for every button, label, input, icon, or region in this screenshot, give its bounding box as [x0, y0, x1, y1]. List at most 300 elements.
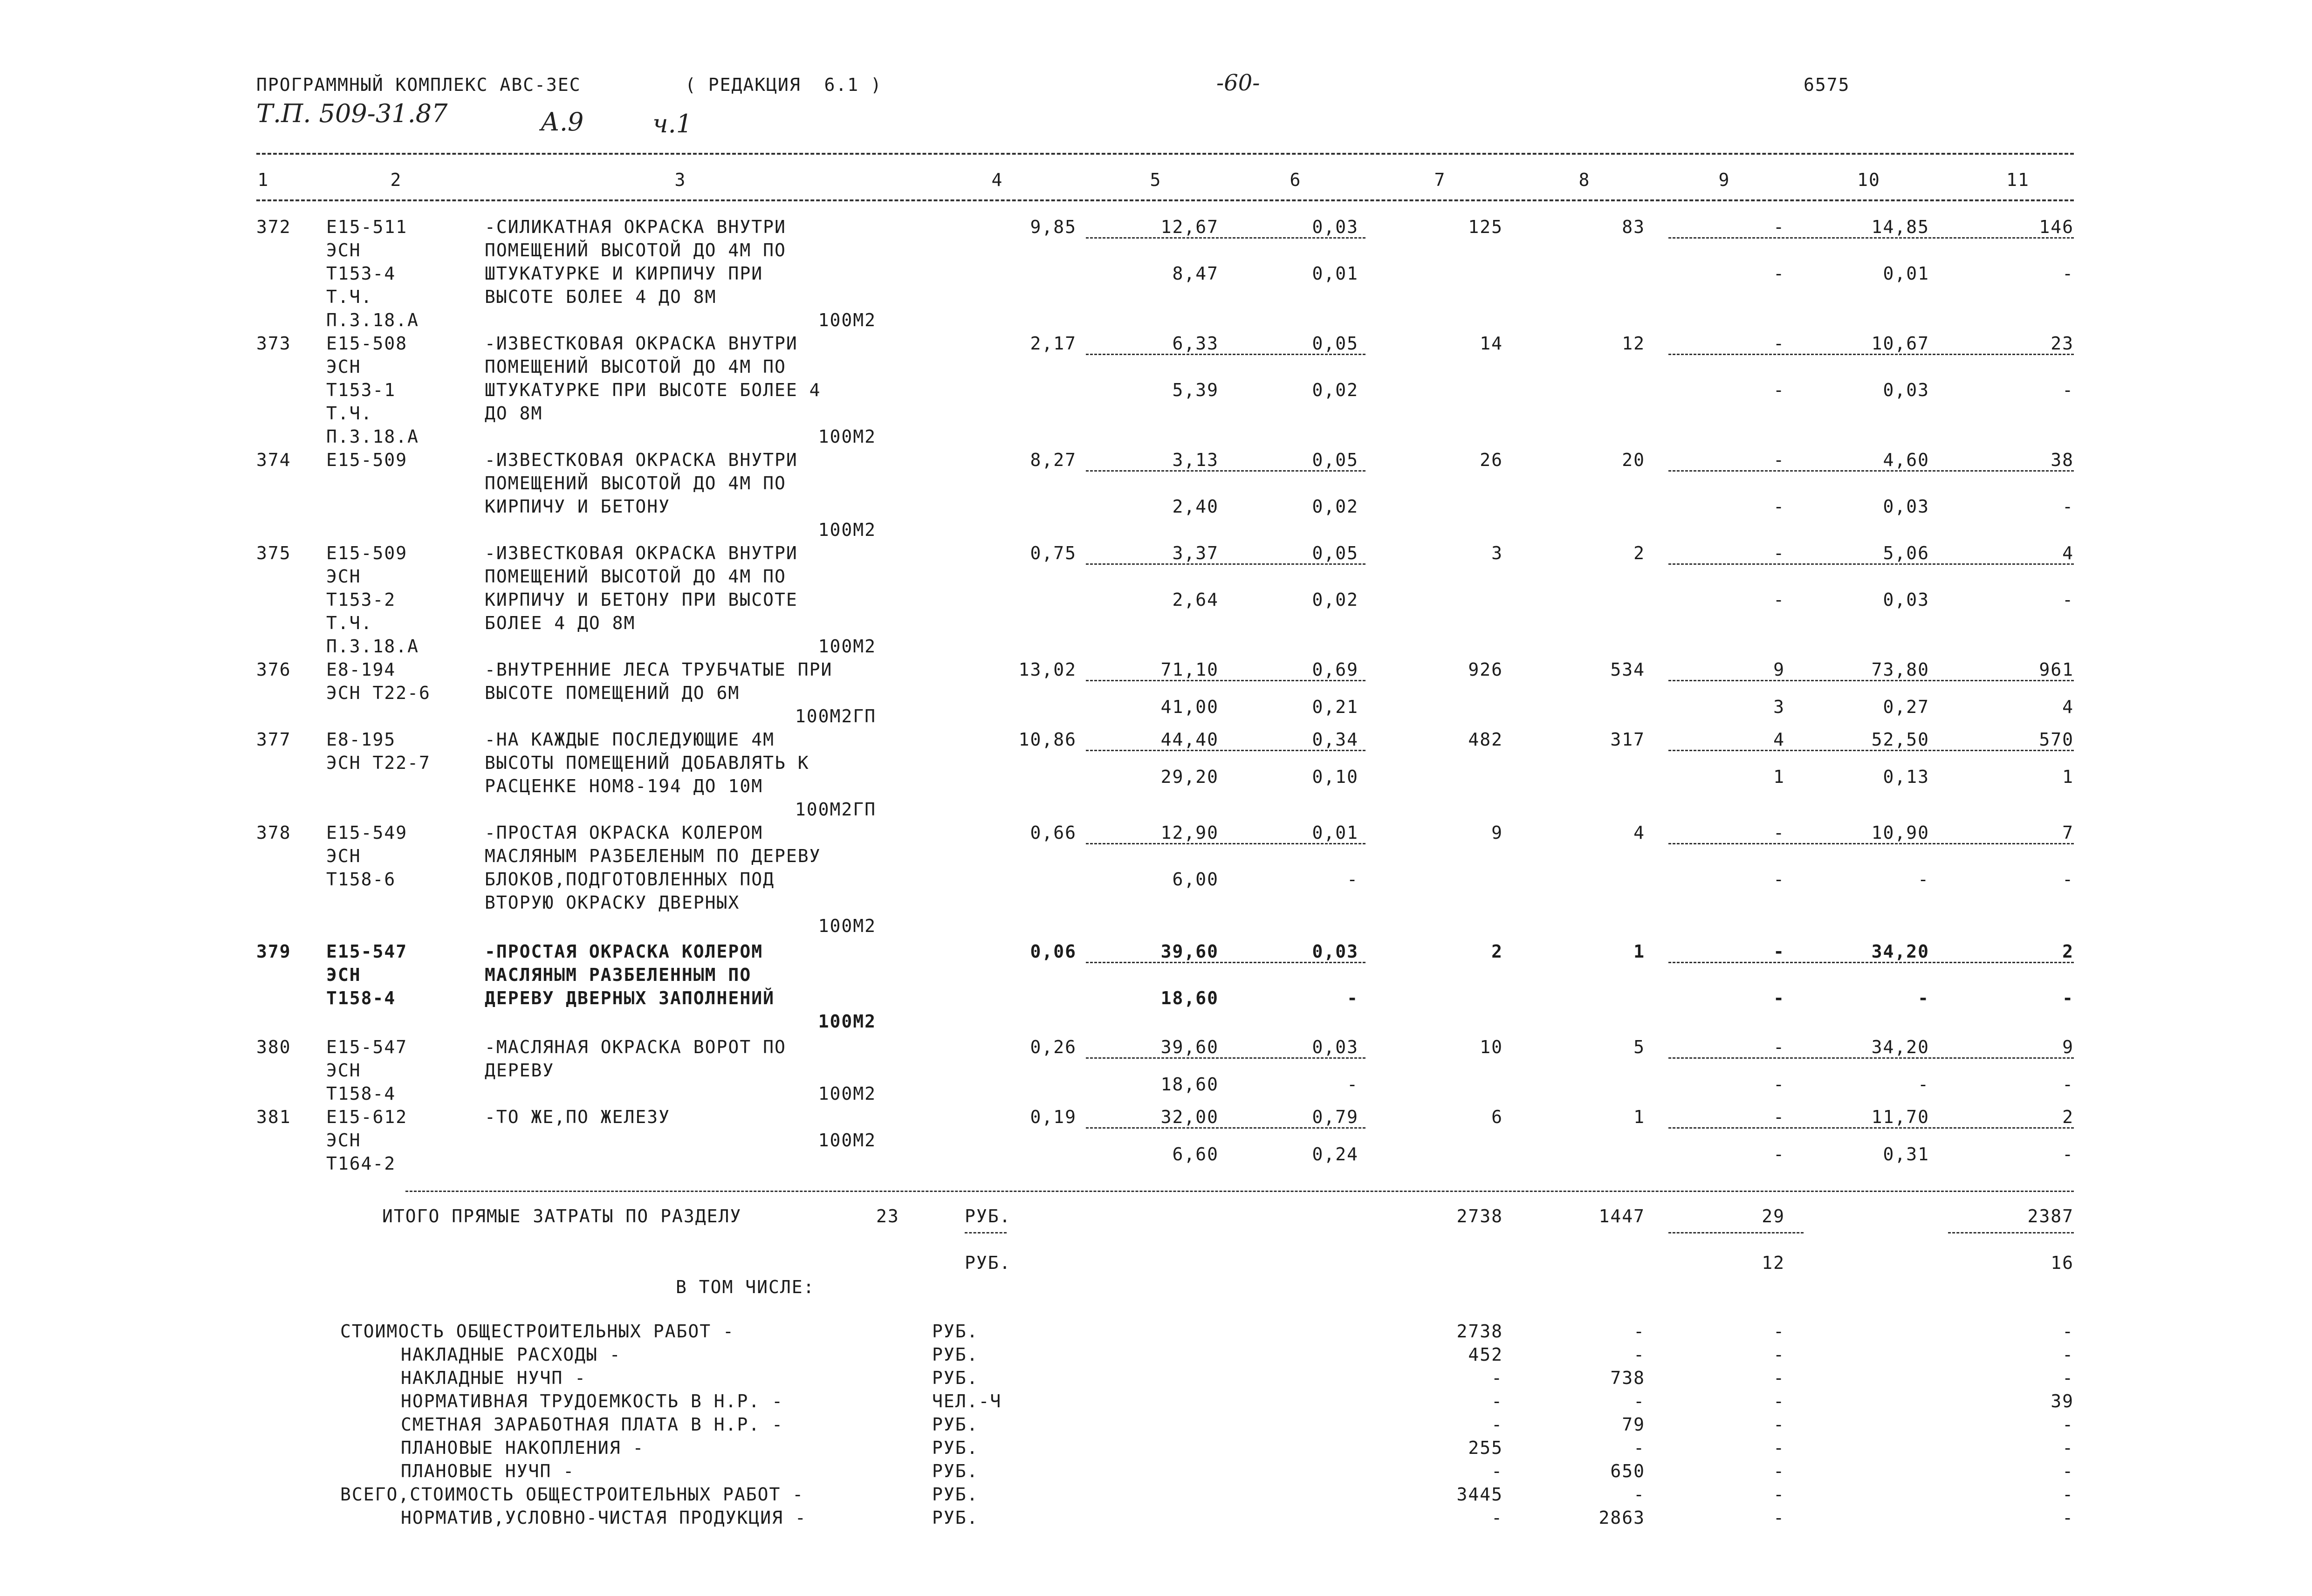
row-value-c8: 534	[1610, 659, 1645, 680]
row-description: -ИЗВЕСТКОВАЯ ОКРАСКА ВНУТРИ	[485, 543, 798, 563]
row-subrule	[1668, 354, 2074, 355]
column-header-10: 10	[1857, 170, 1880, 190]
summary-label: СТОИМОСТЬ ОБЩЕСТРОИТЕЛЬНЫХ РАБОТ -	[340, 1321, 734, 1342]
row-value-c10: 5,06	[1883, 543, 1929, 563]
row-value-c10b: 0,03	[1883, 589, 1929, 610]
row-unit: 100М2	[818, 1083, 876, 1104]
total-c9b: 12	[1762, 1253, 1785, 1273]
row-description: БОЛЕЕ 4 ДО 8М	[485, 613, 636, 633]
row-subrule	[1668, 843, 2074, 844]
summary-c8: 650	[1610, 1461, 1645, 1481]
summary-c7: -	[1491, 1507, 1503, 1528]
row-value-c10: 52,50	[1871, 729, 1929, 750]
row-description: -ТО ЖЕ,ПО ЖЕЛЕЗУ	[485, 1107, 671, 1127]
row-value-c5b: 8,47	[1172, 263, 1219, 284]
row-value-c10: 34,20	[1871, 941, 1929, 962]
row-value-c9: -	[1773, 941, 1785, 962]
summary-c7: -	[1491, 1391, 1503, 1411]
row-unit: 100М2	[818, 916, 876, 936]
summary-c9: -	[1773, 1368, 1785, 1388]
summary-c9: -	[1773, 1438, 1785, 1458]
row-code: ЭСН	[326, 1060, 361, 1081]
row-value-c5: 3,37	[1172, 543, 1219, 563]
summary-unit: РУБ.	[932, 1461, 979, 1481]
row-value-c11: 570	[2039, 729, 2074, 750]
summary-c8: -	[1633, 1321, 1645, 1342]
row-unit: 100М2ГП	[795, 799, 876, 820]
row-value-c10b: 0,13	[1883, 767, 1929, 787]
row-code: П.3.18.А	[326, 310, 419, 330]
row-code: Е15-511	[326, 217, 408, 237]
row-code: ЭСН	[326, 240, 361, 260]
summary-c9: -	[1773, 1484, 1785, 1505]
row-value-c10: 14,85	[1871, 217, 1929, 237]
summary-c9: -	[1773, 1507, 1785, 1528]
row-code: Е15-549	[326, 822, 408, 843]
summary-unit: РУБ.	[932, 1438, 979, 1458]
row-number: 380	[256, 1037, 291, 1057]
row-value-c8: 20	[1622, 450, 1645, 470]
row-subrule	[1086, 1127, 1365, 1129]
row-value-c6b: 0,02	[1312, 496, 1358, 517]
row-subrule	[1668, 750, 2074, 751]
row-value-c11b: -	[2062, 1074, 2074, 1095]
row-value-c5: 39,60	[1160, 1037, 1219, 1057]
row-value-c8: 4	[1633, 822, 1645, 843]
row-value-c11: 146	[2039, 217, 2074, 237]
row-value-c9b: 3	[1773, 697, 1785, 717]
summary-c7: 2738	[1456, 1321, 1503, 1342]
row-value-c6b: -	[1347, 1074, 1358, 1095]
row-value-c11b: -	[2062, 988, 2074, 1008]
row-number: 372	[256, 217, 291, 237]
row-value-c11: 961	[2039, 659, 2074, 680]
column-header-2: 2	[390, 170, 402, 190]
row-value-c9b: -	[1773, 589, 1785, 610]
row-number: 381	[256, 1107, 291, 1127]
row-value-c9: 4	[1773, 729, 1785, 750]
row-value-c8: 12	[1622, 333, 1645, 354]
summary-c7: 3445	[1456, 1484, 1503, 1505]
row-value-c11b: 4	[2062, 697, 2074, 717]
row-value-c10: 10,90	[1871, 822, 1929, 843]
row-value-c5b: 29,20	[1160, 767, 1219, 787]
row-code: П.3.18.А	[326, 636, 419, 657]
row-description: -ВНУТРЕННИЕ ЛЕСА ТРУБЧАТЫЕ ПРИ	[485, 659, 833, 680]
row-value-c9: -	[1773, 1037, 1785, 1057]
row-value-c8: 1	[1633, 1107, 1645, 1127]
row-subrule	[1668, 563, 2074, 565]
row-value-c8: 2	[1633, 543, 1645, 563]
summary-c7: -	[1491, 1414, 1503, 1435]
row-value-c10: 11,70	[1871, 1107, 1929, 1127]
row-value-c9b: -	[1773, 263, 1785, 284]
row-value-c7: 125	[1468, 217, 1503, 237]
summary-c8: -	[1633, 1344, 1645, 1365]
row-code: Е15-509	[326, 450, 408, 470]
row-value-c6: 0,05	[1312, 450, 1358, 470]
row-description: ДЕРЕВУ ДВЕРНЫХ ЗАПОЛНЕНИЙ	[485, 988, 775, 1008]
row-value-c11: 9	[2062, 1037, 2074, 1057]
row-value-c4: 0,66	[1030, 822, 1077, 843]
row-value-c6: 0,03	[1312, 941, 1358, 962]
row-value-c11: 7	[2062, 822, 2074, 843]
row-value-c10: 4,60	[1883, 450, 1929, 470]
summary-c11: -	[2062, 1461, 2074, 1481]
row-value-c5: 39,60	[1160, 941, 1219, 962]
row-value-c6b: 0,01	[1312, 263, 1358, 284]
row-value-c4: 0,06	[1030, 941, 1077, 962]
summary-c7: -	[1491, 1461, 1503, 1481]
row-value-c4: 8,27	[1030, 450, 1077, 470]
column-header-7: 7	[1434, 170, 1446, 190]
row-code: Т.Ч.	[326, 613, 373, 633]
row-value-c7: 3	[1491, 543, 1503, 563]
sheet-number: 6575	[1804, 75, 1850, 95]
row-value-c11: 4	[2062, 543, 2074, 563]
summary-label: НОРМАТИВНАЯ ТРУДОЕМКОСТЬ В Н.Р. -	[401, 1391, 783, 1411]
row-value-c6b: 0,02	[1312, 589, 1358, 610]
row-value-c6: 0,69	[1312, 659, 1358, 680]
summary-c11: -	[2062, 1414, 2074, 1435]
row-value-c11: 38	[2051, 450, 2074, 470]
row-value-c9: -	[1773, 1107, 1785, 1127]
summary-c11: -	[2062, 1484, 2074, 1505]
row-unit: 100М2	[818, 426, 876, 447]
row-unit: 100М2	[818, 520, 876, 540]
total-c8: 1447	[1599, 1206, 1645, 1226]
row-subrule	[1668, 1057, 2074, 1059]
header-top-rule	[256, 153, 2074, 155]
row-description: ШТУКАТУРКЕ И КИРПИЧУ ПРИ	[485, 263, 763, 284]
summary-c9: -	[1773, 1461, 1785, 1481]
row-code: Т158-6	[326, 869, 396, 890]
summary-c11: -	[2062, 1321, 2074, 1342]
row-number: 375	[256, 543, 291, 563]
row-value-c9: -	[1773, 543, 1785, 563]
summary-label: СМЕТНАЯ ЗАРАБОТНАЯ ПЛАТА В Н.Р. -	[401, 1414, 783, 1435]
row-value-c7: 6	[1491, 1107, 1503, 1127]
total-unit-2: РУБ.	[965, 1253, 1011, 1273]
total-label: ИТОГО ПРЯМЫЕ ЗАТРАТЫ ПО РАЗДЕЛУ	[382, 1206, 742, 1226]
row-value-c7: 482	[1468, 729, 1503, 750]
row-code: Т153-4	[326, 263, 396, 284]
summary-unit: ЧЕЛ.-Ч	[932, 1391, 1002, 1411]
header-bottom-rule	[256, 199, 2074, 201]
row-unit: 100М2	[818, 1130, 876, 1151]
column-header-11: 11	[2006, 170, 2030, 190]
row-value-c10b: 0,03	[1883, 380, 1929, 400]
summary-label: ВСЕГО,СТОИМОСТЬ ОБЩЕСТРОИТЕЛЬНЫХ РАБОТ -	[340, 1484, 804, 1505]
row-value-c9b: -	[1773, 1074, 1785, 1095]
row-value-c10: 10,67	[1871, 333, 1929, 354]
row-value-c5: 44,40	[1160, 729, 1219, 750]
row-value-c10: 73,80	[1871, 659, 1929, 680]
row-value-c4: 0,75	[1030, 543, 1077, 563]
row-value-c9b: -	[1773, 988, 1785, 1008]
summary-c8: 2863	[1599, 1507, 1645, 1528]
row-value-c10b: -	[1918, 869, 1929, 890]
row-value-c10b: -	[1918, 988, 1929, 1008]
summary-c9: -	[1773, 1391, 1785, 1411]
row-value-c6: 0,79	[1312, 1107, 1358, 1127]
handwritten-album: А.9	[541, 107, 584, 137]
summary-c9: -	[1773, 1414, 1785, 1435]
row-value-c7: 14	[1480, 333, 1503, 354]
row-value-c11b: 1	[2062, 767, 2074, 787]
row-value-c8: 1	[1633, 941, 1645, 962]
row-description: КИРПИЧУ И БЕТОНУ ПРИ ВЫСОТЕ	[485, 589, 798, 610]
row-code: Е15-547	[326, 1037, 408, 1057]
row-description: БЛОКОВ,ПОДГОТОВЛЕННЫХ ПОД	[485, 869, 775, 890]
row-unit: 100М2ГП	[795, 706, 876, 726]
row-value-c4: 13,02	[1018, 659, 1077, 680]
program-title: ПРОГРАММНЫЙ КОМПЛЕКС АВС-3ЕС	[256, 75, 581, 95]
row-value-c9b: -	[1773, 869, 1785, 890]
row-subrule	[1086, 470, 1365, 472]
row-subrule	[1086, 680, 1365, 681]
summary-c8: -	[1633, 1438, 1645, 1458]
row-unit: 100М2	[818, 636, 876, 657]
handwritten-tp: Т.П. 509-31.87	[256, 99, 448, 128]
row-code: Е15-547	[326, 941, 408, 962]
row-code: Т153-2	[326, 589, 396, 610]
total-c11: 2387	[2027, 1206, 2074, 1226]
row-value-c11b: -	[2062, 589, 2074, 610]
row-description: МАСЛЯНЫМ РАЗБЕЛЕННЫМ ПО	[485, 965, 752, 985]
row-subrule	[1086, 750, 1365, 751]
row-value-c9b: 1	[1773, 767, 1785, 787]
row-description: -ИЗВЕСТКОВАЯ ОКРАСКА ВНУТРИ	[485, 450, 798, 470]
total-unit: РУБ.	[965, 1206, 1011, 1226]
row-value-c5b: 18,60	[1160, 1074, 1219, 1095]
column-header-4: 4	[991, 170, 1003, 190]
column-header-3: 3	[674, 170, 686, 190]
summary-unit: РУБ.	[932, 1321, 979, 1342]
row-value-c6b: 0,21	[1312, 697, 1358, 717]
row-code: Т164-2	[326, 1153, 396, 1174]
total-subrule	[1948, 1232, 2074, 1233]
row-number: 379	[256, 941, 291, 962]
row-code: Т.Ч.	[326, 287, 373, 307]
row-value-c10b: 0,01	[1883, 263, 1929, 284]
row-value-c6b: 0,24	[1312, 1144, 1358, 1164]
row-subrule	[1086, 962, 1365, 963]
row-code: Е8-194	[326, 659, 396, 680]
summary-unit: РУБ.	[932, 1344, 979, 1365]
row-value-c7: 2	[1491, 941, 1503, 962]
row-subrule	[1086, 843, 1365, 844]
row-value-c6b: 0,10	[1312, 767, 1358, 787]
including-label: В ТОМ ЧИСЛЕ:	[676, 1277, 815, 1297]
row-value-c9b: -	[1773, 380, 1785, 400]
row-subrule	[1086, 1057, 1365, 1059]
column-header-1: 1	[257, 170, 269, 190]
row-description: -ПРОСТАЯ ОКРАСКА КОЛЕРОМ	[485, 822, 763, 843]
summary-label: НАКЛАДНЫЕ РАСХОДЫ -	[401, 1344, 621, 1365]
row-description: -МАСЛЯНАЯ ОКРАСКА ВОРОТ ПО	[485, 1037, 786, 1057]
row-value-c5b: 41,00	[1160, 697, 1219, 717]
row-value-c9: 9	[1773, 659, 1785, 680]
row-description: ВТОРУЮ ОКРАСКУ ДВЕРНЫХ	[485, 892, 740, 913]
row-number: 374	[256, 450, 291, 470]
row-value-c9: -	[1773, 450, 1785, 470]
summary-unit: РУБ.	[932, 1507, 979, 1528]
row-value-c5: 6,33	[1172, 333, 1219, 354]
edition-label: ( РЕДАКЦИЯ 6.1 )	[685, 75, 882, 95]
row-value-c6: 0,03	[1312, 1037, 1358, 1057]
column-header-6: 6	[1290, 170, 1302, 190]
table-bottom-rule	[405, 1191, 2074, 1192]
row-subrule	[1668, 470, 2074, 472]
row-description: -ИЗВЕСТКОВАЯ ОКРАСКА ВНУТРИ	[485, 333, 798, 354]
row-value-c5b: 2,40	[1172, 496, 1219, 517]
row-value-c4: 0,26	[1030, 1037, 1077, 1057]
row-value-c11b: -	[2062, 496, 2074, 517]
summary-label: ПЛАНОВЫЕ НУЧП -	[401, 1461, 575, 1481]
row-description: РАСЦЕНКЕ НОМ8-194 ДО 10М	[485, 776, 763, 796]
row-description: -СИЛИКАТНАЯ ОКРАСКА ВНУТРИ	[485, 217, 786, 237]
summary-unit: РУБ.	[932, 1368, 979, 1388]
row-description: ПОМЕЩЕНИЙ ВЫСОТОЙ ДО 4М ПО	[485, 356, 786, 377]
row-unit: 100М2	[818, 310, 876, 330]
summary-c8: -	[1633, 1391, 1645, 1411]
row-code: ЭСН Т22-7	[326, 753, 431, 773]
row-value-c4: 2,17	[1030, 333, 1077, 354]
row-description: ВЫСОТЫ ПОМЕЩЕНИЙ ДОБАВЛЯТЬ К	[485, 753, 810, 773]
row-value-c5: 3,13	[1172, 450, 1219, 470]
row-value-c10b: -	[1918, 1074, 1929, 1095]
row-code: Е15-612	[326, 1107, 408, 1127]
row-code: Е15-509	[326, 543, 408, 563]
row-value-c8: 5	[1633, 1037, 1645, 1057]
row-value-c5b: 6,60	[1172, 1144, 1219, 1164]
summary-label: НАКЛАДНЫЕ НУЧП -	[401, 1368, 587, 1388]
row-description: ВЫСОТЕ ПОМЕЩЕНИЙ ДО 6М	[485, 683, 740, 703]
row-value-c9: -	[1773, 822, 1785, 843]
row-value-c5: 12,67	[1160, 217, 1219, 237]
row-description: ВЫСОТЕ БОЛЕЕ 4 ДО 8М	[485, 287, 717, 307]
row-subrule	[1668, 680, 2074, 681]
summary-label: ПЛАНОВЫЕ НАКОПЛЕНИЯ -	[401, 1438, 645, 1458]
total-c7: 2738	[1456, 1206, 1503, 1226]
row-value-c5b: 6,00	[1172, 869, 1219, 890]
summary-c8: 79	[1622, 1414, 1645, 1435]
column-header-8: 8	[1578, 170, 1591, 190]
page-number: -60-	[1216, 70, 1260, 96]
row-value-c5: 32,00	[1160, 1107, 1219, 1127]
row-description: КИРПИЧУ И БЕТОНУ	[485, 496, 671, 517]
row-value-c6b: -	[1347, 988, 1358, 1008]
row-value-c8: 317	[1610, 729, 1645, 750]
row-code: Т.Ч.	[326, 403, 373, 424]
row-subrule	[1668, 1127, 2074, 1129]
row-code: П.3.18.А	[326, 426, 419, 447]
summary-c9: -	[1773, 1321, 1785, 1342]
row-value-c9: -	[1773, 217, 1785, 237]
row-code: ЭСН	[326, 566, 361, 587]
row-number: 373	[256, 333, 291, 354]
summary-c7: 255	[1468, 1438, 1503, 1458]
summary-unit: РУБ.	[932, 1414, 979, 1435]
row-value-c7: 26	[1480, 450, 1503, 470]
row-value-c11: 2	[2062, 1107, 2074, 1127]
total-c9: 29	[1762, 1206, 1785, 1226]
summary-c9: -	[1773, 1344, 1785, 1365]
summary-c7: -	[1491, 1368, 1503, 1388]
column-header-9: 9	[1718, 170, 1730, 190]
summary-unit: РУБ.	[932, 1484, 979, 1505]
row-value-c9b: -	[1773, 1144, 1785, 1164]
row-number: 377	[256, 729, 291, 750]
summary-c11: -	[2062, 1344, 2074, 1365]
summary-c11: -	[2062, 1368, 2074, 1388]
row-number: 376	[256, 659, 291, 680]
row-unit: 100М2	[818, 1011, 876, 1032]
row-description: ДЕРЕВУ	[485, 1060, 555, 1081]
row-code: ЭСН	[326, 965, 361, 985]
row-description: ПОМЕЩЕНИЙ ВЫСОТОЙ ДО 4М ПО	[485, 240, 786, 260]
summary-c11: 39	[2051, 1391, 2074, 1411]
row-value-c10b: 0,31	[1883, 1144, 1929, 1164]
row-description: ПОМЕЩЕНИЙ ВЫСОТОЙ ДО 4М ПО	[485, 473, 786, 493]
total-section: 23	[876, 1206, 899, 1226]
row-subrule	[1668, 237, 2074, 239]
row-code: ЭСН	[326, 846, 361, 866]
summary-c7: 452	[1468, 1344, 1503, 1365]
row-value-c6: 0,05	[1312, 543, 1358, 563]
row-value-c5b: 2,64	[1172, 589, 1219, 610]
row-value-c10b: 0,03	[1883, 496, 1929, 517]
row-code: ЭСН	[326, 356, 361, 377]
row-value-c5: 12,90	[1160, 822, 1219, 843]
total-c11b: 16	[2051, 1253, 2074, 1273]
row-subrule	[1086, 237, 1365, 239]
row-value-c9b: -	[1773, 496, 1785, 517]
summary-c11: -	[2062, 1507, 2074, 1528]
row-value-c6: 0,05	[1312, 333, 1358, 354]
summary-label: НОРМАТИВ,УСЛОВНО-ЧИСТАЯ ПРОДУКЦИЯ -	[401, 1507, 807, 1528]
row-description: ПОМЕЩЕНИЙ ВЫСОТОЙ ДО 4М ПО	[485, 566, 786, 587]
row-subrule	[1086, 354, 1365, 355]
row-value-c6: 0,34	[1312, 729, 1358, 750]
row-value-c7: 9	[1491, 822, 1503, 843]
row-value-c8: 83	[1622, 217, 1645, 237]
row-value-c6: 0,01	[1312, 822, 1358, 843]
row-value-c9: -	[1773, 333, 1785, 354]
row-value-c7: 926	[1468, 659, 1503, 680]
row-description: -ПРОСТАЯ ОКРАСКА КОЛЕРОМ	[485, 941, 763, 962]
row-value-c4: 9,85	[1030, 217, 1077, 237]
row-value-c10: 34,20	[1871, 1037, 1929, 1057]
row-description: ДО 8М	[485, 403, 543, 424]
row-code: Е15-508	[326, 333, 408, 354]
row-value-c6: 0,03	[1312, 217, 1358, 237]
row-number: 378	[256, 822, 291, 843]
row-description: -НА КАЖДЫЕ ПОСЛЕДУЮЩИЕ 4М	[485, 729, 775, 750]
row-subrule	[1086, 563, 1365, 565]
row-value-c5b: 5,39	[1172, 380, 1219, 400]
row-value-c4: 10,86	[1018, 729, 1077, 750]
row-code: Т158-4	[326, 988, 396, 1008]
handwritten-part: ч.1	[652, 109, 693, 138]
row-subrule	[1668, 962, 2074, 963]
row-value-c6b: 0,02	[1312, 380, 1358, 400]
row-value-c4: 0,19	[1030, 1107, 1077, 1127]
row-value-c11b: -	[2062, 1144, 2074, 1164]
row-value-c10b: 0,27	[1883, 697, 1929, 717]
summary-c11: -	[2062, 1438, 2074, 1458]
